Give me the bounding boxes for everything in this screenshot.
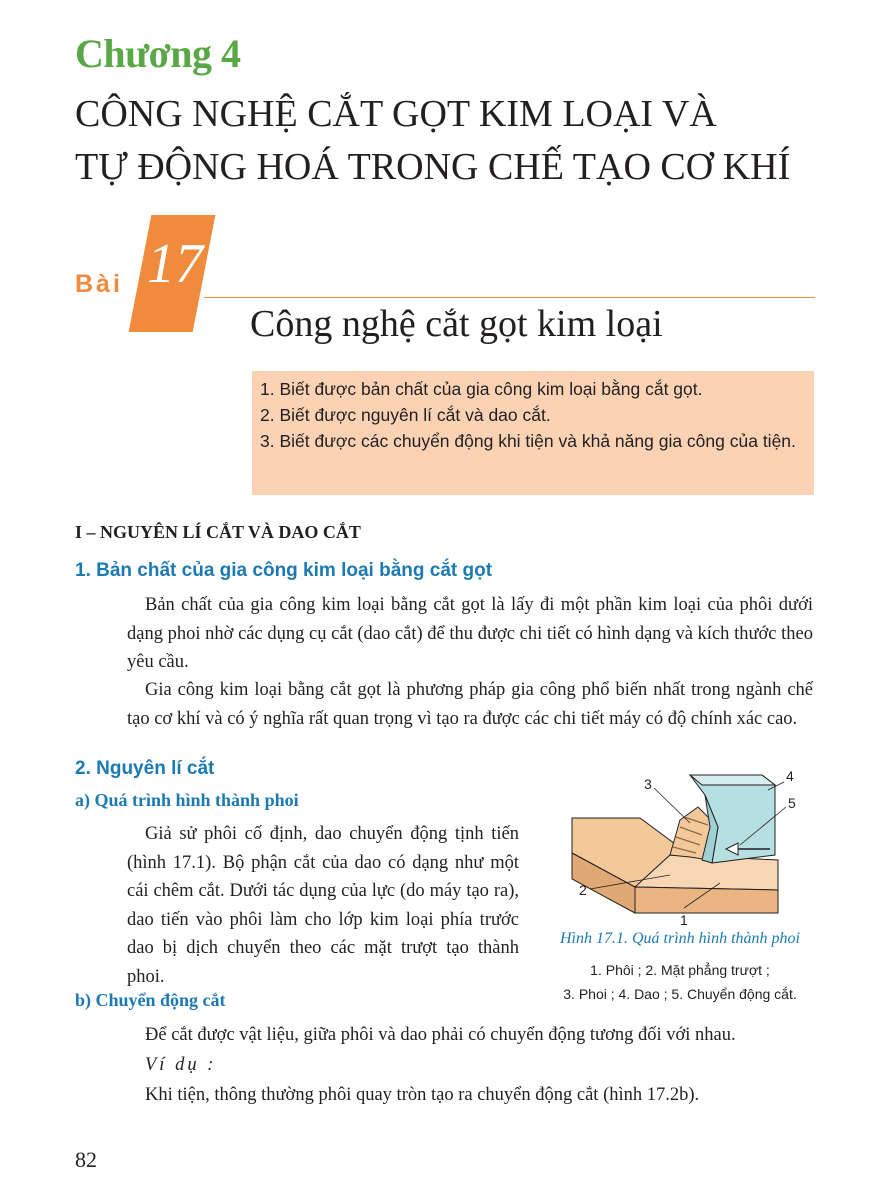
figure-label-4: 4 bbox=[786, 768, 794, 784]
subsection-1-heading: 1. Bản chất của gia công kim loại bằng cắt gọt bbox=[75, 560, 493, 581]
objectives-box bbox=[252, 371, 814, 495]
paragraph-cutting-motion: Để cắt được vật liệu, giữa phôi và dao phải có chuyển động tương đối với nhau. bbox=[145, 1025, 736, 1045]
figure-label-3: 3 bbox=[644, 776, 652, 792]
figure-legend-line-2: 3. Phoi ; 4. Dao ; 5. Chuyển động cắt. bbox=[563, 986, 797, 1002]
lesson-prefix: Bài bbox=[75, 270, 123, 298]
objective-item: 3. Biết được các chuyển động khi tiện và khả năng gia công của tiện. bbox=[260, 431, 796, 451]
paragraph-chip-formation: Giả sử phôi cố định, dao chuyển động tịnh tiến (hình 17.1). Bộ phận cắt của dao có dạng như một cái chêm cắt. Dưới tác dụng của lực (do máy tạo ra), dao tiến vào phôi làm cho lớp kim loại phía trước dao bị dịch chuyển theo các mặt trượt tạo thành phoi. bbox=[127, 824, 519, 987]
objective-item: 2. Biết được nguyên lí cắt và dao cắt. bbox=[260, 405, 551, 425]
subsection-2a-heading: a) Quá trình hình thành phoi bbox=[75, 790, 299, 810]
lesson-divider bbox=[204, 297, 815, 298]
figure-legend-line-1: 1. Phôi ; 2. Mặt phẳng trượt ; bbox=[590, 962, 770, 978]
figure-label-2: 2 bbox=[579, 882, 587, 898]
paragraph-essence: Bản chất của gia công kim loại bằng cắt gọt là lấy đi một phần kim loại của phôi dưới dạng phoi nhờ các dụng cụ cắt (dao cắt) để thu được chi tiết có hình dạng và kích thước theo yêu cầu. bbox=[127, 595, 813, 673]
lesson-title: Công nghệ cắt gọt kim loại bbox=[250, 303, 663, 345]
paragraph-importance: Gia công kim loại bằng cắt gọt là phương pháp gia công phổ biến nhất trong ngành chế tạo cơ khí và có ý nghĩa rất quan trọng vì tạo ra được các chi tiết máy có độ chính xác cao. bbox=[127, 680, 813, 729]
figure-label-5: 5 bbox=[788, 795, 796, 811]
subsection-2b-heading: b) Chuyển động cắt bbox=[75, 990, 226, 1010]
example-label: Ví dụ : bbox=[145, 1055, 217, 1075]
section-heading: I – NGUYÊN LÍ CẮT VÀ DAO CẮT bbox=[75, 522, 361, 542]
chapter-label: Chương 4 bbox=[75, 31, 241, 76]
figure-label-1: 1 bbox=[680, 912, 688, 928]
lesson-number: 17 bbox=[147, 233, 203, 295]
figure-caption: Hình 17.1. Quá trình hình thành phoi bbox=[559, 930, 800, 947]
example-text: Khi tiện, thông thường phôi quay tròn tạo ra chuyển động cắt (hình 17.2b). bbox=[145, 1085, 700, 1105]
page-number: 82 bbox=[75, 1147, 97, 1172]
subsection-2-heading: 2. Nguyên lí cắt bbox=[75, 758, 215, 779]
chapter-title-line-2: TỰ ĐỘNG HOÁ TRONG CHẾ TẠO CƠ KHÍ bbox=[75, 146, 791, 188]
figure-chip-formation bbox=[530, 765, 820, 930]
chapter-title-line-1: CÔNG NGHỆ CẮT GỌT KIM LOẠI VÀ bbox=[75, 93, 717, 135]
objective-item: 1. Biết được bản chất của gia công kim loại bằng cắt gọt. bbox=[260, 379, 703, 399]
